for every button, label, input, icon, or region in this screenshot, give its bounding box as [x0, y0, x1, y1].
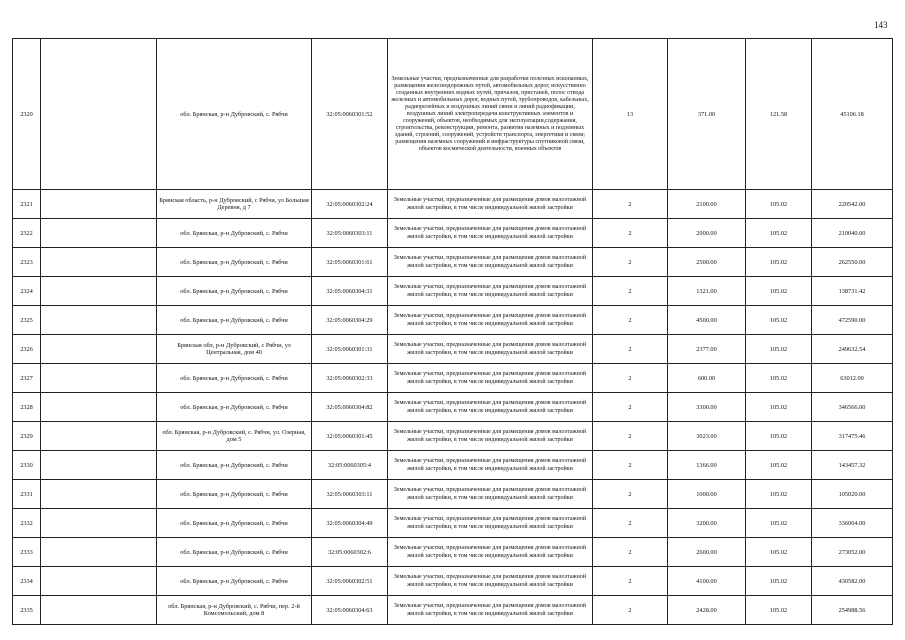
cadastral-value-cell: 45106.18	[812, 39, 893, 190]
cadastral-number-cell: 32:05:0060302:51	[312, 567, 388, 596]
table-row	[13, 364, 893, 393]
cadastral-value-cell: 63012.00	[812, 364, 893, 393]
blank-cell	[41, 538, 157, 567]
blank-cell	[41, 422, 157, 451]
table-row	[13, 451, 893, 480]
cadastral-number-cell: 32:05:0060304:82	[312, 393, 388, 422]
address-cell: обл. Брянская, р-н Дубровский, с. Рябчи	[157, 509, 312, 538]
land-use-cell: Земельные участки, предназначенные для размещения домов малоэтажной жилой застройки, в том числе индивидуальной жилой застройки	[388, 393, 593, 422]
land-use-cell: Земельные участки, предназначенные для размещения домов малоэтажной жилой застройки, в том числе индивидуальной жилой застройки	[388, 277, 593, 306]
cadastral-number-cell: 32:05:0060302:24	[312, 190, 388, 219]
address-cell: обл. Брянская, р-н Дубровский, с. Рябчи	[157, 277, 312, 306]
use-group-cell: 2	[593, 306, 668, 335]
land-use-cell: Земельные участки, предназначенные для размещения домов малоэтажной жилой застройки, в том числе индивидуальной жилой застройки	[388, 596, 593, 625]
area-cell: 4500.00	[668, 306, 746, 335]
address-cell: обл. Брянская, р-н Дубровский, с. Рябчи	[157, 567, 312, 596]
cadastral-value-cell: 430582.00	[812, 567, 893, 596]
area-cell: 2428.00	[668, 596, 746, 625]
rate-cell: 105.02	[746, 219, 812, 248]
land-use-cell: Земельные участки, предназначенные для размещения домов малоэтажной жилой застройки, в том числе индивидуальной жилой застройки	[388, 480, 593, 509]
land-use-cell: Земельные участки, предназначенные для размещения домов малоэтажной жилой застройки, в том числе индивидуальной жилой застройки	[388, 422, 593, 451]
table-row	[13, 480, 893, 509]
blank-cell	[41, 596, 157, 625]
rate-cell: 121.58	[746, 39, 812, 190]
area-cell: 2377.00	[668, 335, 746, 364]
address-cell: обл. Брянская, р-н Дубровский, с. Рябчи	[157, 538, 312, 567]
use-group-cell: 2	[593, 509, 668, 538]
land-use-cell: Земельные участки, предназначенные для размещения домов малоэтажной жилой застройки, в том числе индивидуальной жилой застройки	[388, 248, 593, 277]
blank-cell	[41, 509, 157, 538]
cadastral-number-cell: 32:05:0060304:63	[312, 596, 388, 625]
use-group-cell: 2	[593, 190, 668, 219]
rate-cell: 105.02	[746, 509, 812, 538]
land-use-cell: Земельные участки, предназначенные для размещения домов малоэтажной жилой застройки, в том числе индивидуальной жилой застройки	[388, 567, 593, 596]
land-use-cell: Земельные участки, предназначенные для размещения домов малоэтажной жилой застройки, в том числе индивидуальной жилой застройки	[388, 190, 593, 219]
cadastral-value-cell: 472590.00	[812, 306, 893, 335]
cadastral-value-cell: 273052.00	[812, 538, 893, 567]
blank-cell	[41, 39, 157, 190]
land-use-cell: Земельные участки, предназначенные для размещения домов малоэтажной жилой застройки, в том числе индивидуальной жилой застройки	[388, 219, 593, 248]
table-row	[13, 190, 893, 219]
use-group-cell: 2	[593, 364, 668, 393]
rate-cell: 105.02	[746, 248, 812, 277]
blank-cell	[41, 451, 157, 480]
rate-cell: 105.02	[746, 364, 812, 393]
use-group-cell: 2	[593, 567, 668, 596]
address-cell: обл. Брянская, р-н Дубровский, с. Рябчи	[157, 219, 312, 248]
rate-cell: 105.02	[746, 277, 812, 306]
row-number: 2320	[13, 39, 41, 190]
area-cell: 1000.00	[668, 480, 746, 509]
row-number: 2322	[13, 219, 41, 248]
blank-cell	[41, 248, 157, 277]
rate-cell: 105.02	[746, 538, 812, 567]
cadastral-number-cell: 32:05:0060301:61	[312, 248, 388, 277]
cadastral-number-cell: 32:05:0060301:52	[312, 39, 388, 190]
cadastral-value-cell: 249632.54	[812, 335, 893, 364]
blank-cell	[41, 480, 157, 509]
use-group-cell: 2	[593, 538, 668, 567]
table-row	[13, 509, 893, 538]
use-group-cell: 13	[593, 39, 668, 190]
use-group-cell: 2	[593, 335, 668, 364]
row-number: 2328	[13, 393, 41, 422]
cadastral-number-cell: 32:05:0060304:31	[312, 277, 388, 306]
row-number: 2327	[13, 364, 41, 393]
cadastral-value-cell: 346566.00	[812, 393, 893, 422]
address-cell: обл. Брянская, р-н Дубровский, с. Рябчи	[157, 364, 312, 393]
area-cell: 600.00	[668, 364, 746, 393]
table-row	[13, 422, 893, 451]
land-use-cell: Земельные участки, предназначенные для размещения домов малоэтажной жилой застройки, в том числе индивидуальной жилой застройки	[388, 509, 593, 538]
use-group-cell: 2	[593, 248, 668, 277]
table-row	[13, 277, 893, 306]
cadastral-value-cell: 220542.00	[812, 190, 893, 219]
area-cell: 1321.00	[668, 277, 746, 306]
cadastral-number-cell: 32:05:0060304:29	[312, 306, 388, 335]
cadastral-number-cell: 32:05:0060303:11	[312, 480, 388, 509]
row-number: 2330	[13, 451, 41, 480]
row-number: 2324	[13, 277, 41, 306]
cadastral-number-cell: 32:05:0060302:6	[312, 538, 388, 567]
area-cell: 371.00	[668, 39, 746, 190]
blank-cell	[41, 364, 157, 393]
table-row	[13, 393, 893, 422]
rate-cell: 105.02	[746, 190, 812, 219]
cadastral-number-cell: 32:05:0060304:49	[312, 509, 388, 538]
row-number: 2333	[13, 538, 41, 567]
cadastral-value-cell: 262550.00	[812, 248, 893, 277]
use-group-cell: 2	[593, 277, 668, 306]
blank-cell	[41, 567, 157, 596]
table-row	[13, 306, 893, 335]
cadastral-value-cell: 210040.00	[812, 219, 893, 248]
area-cell: 2600.00	[668, 538, 746, 567]
use-group-cell: 2	[593, 219, 668, 248]
address-cell: обл. Брянская, р-н Дубровский, с. Рябчи	[157, 306, 312, 335]
table-row	[13, 335, 893, 364]
cadastral-number-cell: 32:05:0060301:31	[312, 335, 388, 364]
cadastral-value-cell: 105020.00	[812, 480, 893, 509]
rate-cell: 105.02	[746, 393, 812, 422]
row-number: 2331	[13, 480, 41, 509]
page-number: 143	[874, 20, 888, 30]
row-number: 2329	[13, 422, 41, 451]
row-number: 2334	[13, 567, 41, 596]
cadastral-value-cell: 254988.56	[812, 596, 893, 625]
blank-cell	[41, 306, 157, 335]
rate-cell: 105.02	[746, 451, 812, 480]
table-row	[13, 567, 893, 596]
address-cell: обл. Брянская, р-н Дубровский, с. Рябчи	[157, 39, 312, 190]
row-number: 2332	[13, 509, 41, 538]
blank-cell	[41, 219, 157, 248]
row-number: 2321	[13, 190, 41, 219]
land-use-cell: Земельные участки, предназначенные для размещения домов малоэтажной жилой застройки, в том числе индивидуальной жилой застройки	[388, 451, 593, 480]
row-number: 2326	[13, 335, 41, 364]
address-cell: Брянская обл, р-н Дубровский, с Рябчи, ул Центральная, дом 40	[157, 335, 312, 364]
table-row	[13, 248, 893, 277]
use-group-cell: 2	[593, 451, 668, 480]
area-cell: 3200.00	[668, 509, 746, 538]
row-number: 2325	[13, 306, 41, 335]
rate-cell: 105.02	[746, 422, 812, 451]
land-use-cell: Земельные участки, предназначенные для размещения домов малоэтажной жилой застройки, в том числе индивидуальной жилой застройки	[388, 364, 593, 393]
rate-cell: 105.02	[746, 306, 812, 335]
use-group-cell: 2	[593, 393, 668, 422]
address-cell: обл. Брянская, р-н Дубровский, с. Рябчи	[157, 393, 312, 422]
cadastral-value-cell: 317475.46	[812, 422, 893, 451]
address-cell: обл. Брянская, р-н Дубровский, с. Рябчи	[157, 480, 312, 509]
table-row	[13, 219, 893, 248]
cadastral-value-cell: 143457.32	[812, 451, 893, 480]
rate-cell: 105.02	[746, 335, 812, 364]
area-cell: 1366.00	[668, 451, 746, 480]
cadastral-number-cell: 32:05:0060301:45	[312, 422, 388, 451]
area-cell: 2000.00	[668, 219, 746, 248]
table-row	[13, 538, 893, 567]
cadastral-value-cell: 138731.42	[812, 277, 893, 306]
address-cell: Брянская область, р-н Дубровский, с Рябчи, ул Большая Деревня, д 7	[157, 190, 312, 219]
area-cell: 3023.00	[668, 422, 746, 451]
blank-cell	[41, 277, 157, 306]
rate-cell: 105.02	[746, 480, 812, 509]
area-cell: 4100.00	[668, 567, 746, 596]
address-cell: обл. Брянская, р-н Дубровский, с. Рябчи, пер. 2-й Комсомольский, дом 8	[157, 596, 312, 625]
land-use-cell: Земельные участки, предназначенные для размещения домов малоэтажной жилой застройки, в том числе индивидуальной жилой застройки	[388, 306, 593, 335]
cadastral-value-cell: 336064.00	[812, 509, 893, 538]
cadastral-number-cell: 32:05:0060305:4	[312, 451, 388, 480]
land-register-table	[12, 38, 893, 625]
use-group-cell: 2	[593, 596, 668, 625]
address-cell: обл. Брянская, р-н Дубровский, с. Рябчи	[157, 248, 312, 277]
area-cell: 3300.00	[668, 393, 746, 422]
address-cell: обл. Брянская, р-н Дубровский, с. Рябчи	[157, 451, 312, 480]
blank-cell	[41, 190, 157, 219]
area-cell: 2100.00	[668, 190, 746, 219]
table-row	[13, 39, 893, 190]
row-number: 2323	[13, 248, 41, 277]
rate-cell: 105.02	[746, 567, 812, 596]
land-use-cell: Земельные участки, предназначенные для размещения домов малоэтажной жилой застройки, в том числе индивидуальной жилой застройки	[388, 538, 593, 567]
cadastral-number-cell: 32:05:0060303:11	[312, 219, 388, 248]
area-cell: 2500.00	[668, 248, 746, 277]
blank-cell	[41, 393, 157, 422]
use-group-cell: 2	[593, 480, 668, 509]
blank-cell	[41, 335, 157, 364]
address-cell: обл. Брянская, р-н Дубровский, с. Рябчи, ул. Озерная, дом 5	[157, 422, 312, 451]
row-number: 2335	[13, 596, 41, 625]
rate-cell: 105.02	[746, 596, 812, 625]
table-row	[13, 596, 893, 625]
land-use-cell: Земельные участки, предназначенные для размещения домов малоэтажной жилой застройки, в том числе индивидуальной жилой застройки	[388, 335, 593, 364]
cadastral-number-cell: 32:05:0060302:33	[312, 364, 388, 393]
land-use-cell: Земельные участки, предназначенные для разработки полезных ископаемых, размещения железнодорожных путей, автомобильных дорог, искусственно созданных внутренних водных путей, причалов, пристаней, полос отвода железных и автомобильных дорог, водных путей, трубопроводов, кабельных, радиорелейных и воздушных линий связи и линий радиофикации, воздушных линий электропередачи конструктивных элементов и сооружений, объектов, необходимых для эксплуатации,содержания, строительства, реконструкции, ремонта, развития наземных и подземных зданий, строений, сооружений, устройств транспорта, энергетики и связи; размещения наземных сооружений и инфраструктуры спутниковой связи, объектов космической деятельности, военных объектов	[388, 39, 593, 190]
use-group-cell: 2	[593, 422, 668, 451]
